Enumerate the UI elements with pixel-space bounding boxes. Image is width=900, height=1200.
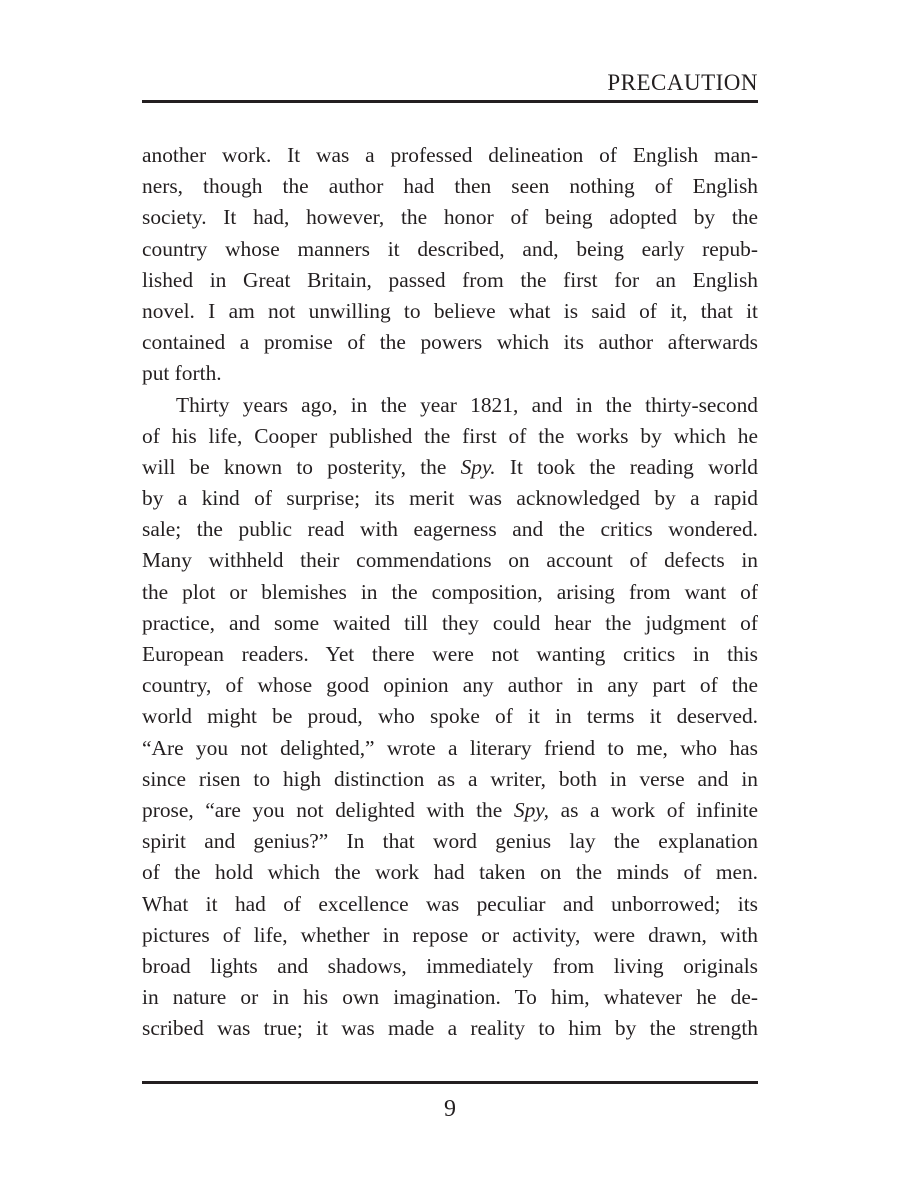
text-line: of the hold which the work had taken on the minds of men.: [142, 860, 758, 885]
text-line: broad lights and shadows, immediately from living originals: [142, 953, 758, 978]
running-title: PRECAUTION: [607, 70, 758, 95]
text-segment: prose, “are you not delighted with the: [142, 797, 503, 822]
text-line: European readers. Yet there were not wanting critics in this: [142, 642, 758, 666]
text-line: What it had of excellence was peculiar and unborrowed; its: [142, 891, 758, 916]
text-line: country, of whose good opinion any author in any part of the: [142, 673, 758, 698]
text-line: by a kind of surprise; its merit was acknowledged by a rapid: [142, 486, 758, 511]
footer-rule: [142, 1081, 758, 1084]
paragraph-first-line: Thirty years ago, in the year 1821, and in the thirty-second: [176, 392, 758, 417]
text-line: [142, 452, 758, 483]
text-line: Many withheld their commendations on account of defects in: [142, 548, 758, 573]
text-line: practice, and some waited till they could hear the judgment of: [142, 610, 758, 635]
text-line: country whose manners it described, and, being early repub-: [142, 236, 758, 261]
text-line: since risen to high distinction as a writer, both in verse and in: [142, 766, 758, 791]
text-line: put forth.: [142, 361, 222, 386]
text-line: ners, though the author had then seen nothing of English: [142, 174, 758, 199]
text-line: “Are you not delighted,” wrote a literary friend to me, who has: [142, 735, 758, 760]
text-line: the plot or blemishes in the composition, arising from want of: [142, 579, 758, 604]
text-segment: will be known to posterity, the: [142, 454, 447, 479]
text-segment: as a work of infinite: [560, 797, 758, 822]
text-line: scribed was true; it was made a reality to him by the strength: [142, 1016, 758, 1041]
text-line: world might be proud, who spoke of it in terms it deserved.: [142, 704, 758, 729]
text-line: [142, 795, 758, 826]
header-rule: [142, 100, 758, 103]
text-line: pictures of life, whether in repose or activity, were drawn, with: [142, 922, 758, 947]
title-spy: Spy,: [513, 797, 549, 822]
title-spy: Spy.: [460, 454, 496, 479]
text-line: contained a promise of the powers which its author afterwards: [142, 330, 758, 355]
text-line: in nature or in his own imagination. To him, whatever he de-: [142, 985, 758, 1010]
text-line: sale; the public read with eagerness and the critics wondered.: [142, 517, 758, 542]
text-line: spirit and genius?” In that word genius lay the explanation: [142, 829, 758, 854]
page-number: 9: [444, 1096, 456, 1122]
text-line: lished in Great Britain, passed from the first for an English: [142, 267, 758, 292]
text-line: novel. I am not unwilling to believe what is said of it, that it: [142, 298, 758, 323]
text-line: society. It had, however, the honor of being adopted by the: [142, 205, 758, 230]
text-line: another work. It was a professed delineation of English man-: [142, 143, 758, 167]
body-text: [142, 140, 758, 1044]
text-line: of his life, Cooper published the first of the works by which he: [142, 423, 758, 448]
text-segment: It took the reading world: [509, 454, 758, 479]
